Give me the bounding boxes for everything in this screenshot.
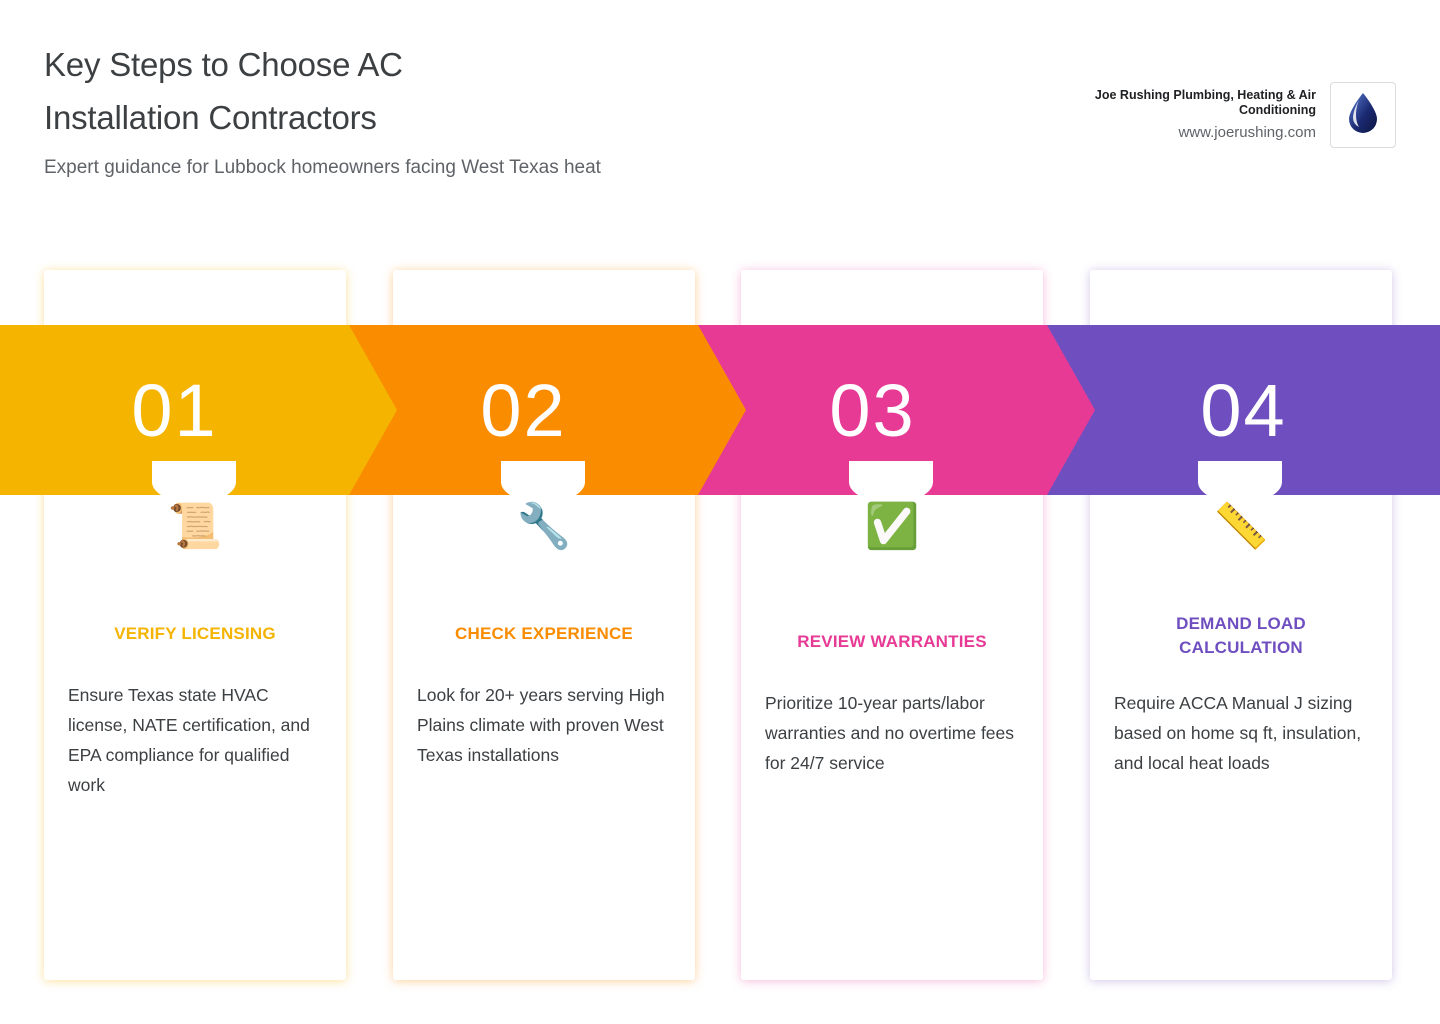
step-title: VERIFY LICENSING [114,624,276,643]
page-title [44,38,744,144]
page-title-line-2: Installation Contractors [44,99,377,136]
step-title: CHECK EXPERIENCE [455,624,633,643]
step-arrow-point [1047,325,1095,495]
step-description: Require ACCA Manual J sizing based on home sq ft, insulation, and local heat loads [1114,693,1362,773]
step-arrow-point [698,325,746,495]
brand-name: Joe Rushing Plumbing, Heating & Air Conditioning [1094,88,1316,117]
brand-block [1076,82,1396,148]
water-drop-logo-icon [1342,91,1384,140]
wrench-icon: 🔧 [516,502,572,551]
check-mark-icon: ✅ [864,502,920,551]
brand-logo [1330,82,1396,148]
header [0,0,1440,250]
step-number: 04 [1200,368,1287,452]
step-arrow-point [349,325,397,495]
scroll-icon: 📜 [167,502,223,551]
step-description: Prioritize 10-year parts/labor warranties and no overtime fees for 24/7 service [765,693,1015,773]
step-description: Ensure Texas state HVAC license, NATE certification, and EPA compliance for qualified work [68,685,310,795]
step-number: 02 [480,368,567,452]
step-number: 03 [829,368,916,452]
step-title: REVIEW WARRANTIES [797,632,987,651]
icon-notch [849,461,933,503]
step-number: 01 [131,368,218,452]
step-title: DEMAND LOAD CALCULATION [1176,614,1306,657]
step-description: Look for 20+ years serving High Plains climate with proven West Texas installations [417,685,665,765]
page-subtitle: Expert guidance for Lubbock homeowners facing West Texas heat [44,157,601,178]
brand-url: www.joerushing.com [1178,124,1316,141]
brand-text [1076,88,1316,142]
ruler-icon: 📏 [1213,502,1269,551]
icon-notch [1198,461,1282,503]
icon-notch [501,461,585,503]
page-title-line-1: Key Steps to Choose AC [44,46,403,83]
icon-notch [152,461,236,503]
